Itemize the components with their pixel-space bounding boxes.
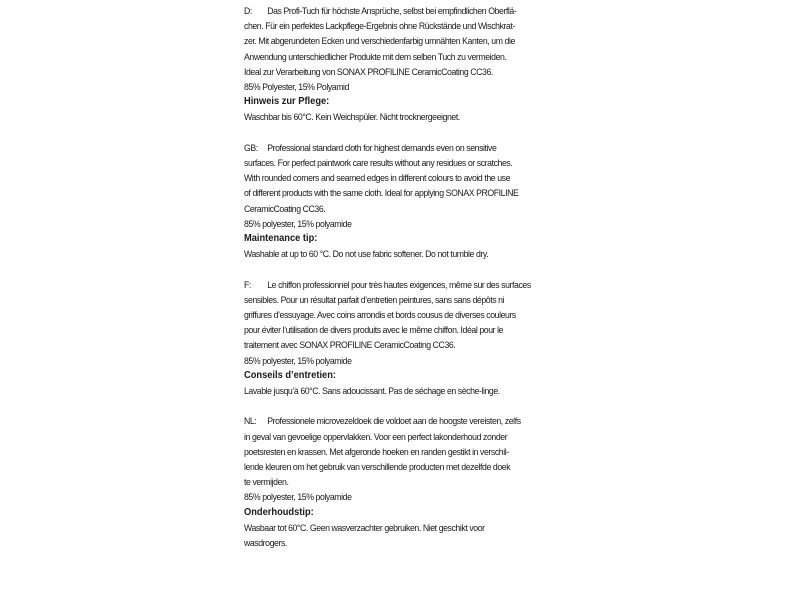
care-heading-fr: Conseils d’entretien:	[244, 369, 336, 381]
language-code-de: D:	[244, 5, 252, 16]
care-heading-nl: Onderhoudstip:	[244, 506, 314, 518]
composition-de: 85% Polyester, 15% Polyamid	[244, 81, 350, 93]
language-code-gb: GB:	[244, 141, 258, 153]
description-text-gb: Professional standard cloth for highest demands even on sensitive surfaces. For perfect paintwork care results without any residues or scratches. With rounded corners and seamed edges in different colours to avoid the use of different products with the same cloth. Ideal for applying SONAX PROFILINE CeramicCoating CC36.	[244, 141, 519, 214]
care-heading-de: Hinweis zur Pflege:	[244, 96, 330, 108]
description-text-nl: Professionele microvezeldoek die voldoet aan de hoogste vereisten, zelfs in geval van gevoelige oppervlakken. Voor een perfect lakonderhoud zonder poetsresten en krassen. Met afgeronde hoeken en randen gestikt in verschil- lende kleuren om het gebruik van verschillende producten met dezelfde doek te vermijden.	[244, 415, 521, 488]
language-code-nl: NL:	[244, 415, 257, 427]
care-text-gb: Washable at up to 60 °C. Do not use fabric softener. Do not tumble dry.	[244, 248, 489, 260]
composition-gb: 85% polyester, 15% polyamide	[244, 217, 352, 229]
description-fr	[244, 277, 537, 353]
care-text-nl: Wasbaar tot 60°C. Geen wasverzachter gebruiken. Niet geschikt voor wasdrogers.	[244, 521, 485, 549]
care-text-fr: Lavable jusqu’à 60°C. Sans adoucissant. Pas de séchage en sèche-linge.	[244, 385, 500, 397]
care-text-de: Waschbar bis 60°C. Kein Weichspüler. Nicht trocknergeeignet.	[244, 111, 460, 123]
language-code-fr: F:	[244, 278, 251, 290]
section-de	[244, 3, 537, 125]
composition-nl: 85% polyester, 15% polyamide	[244, 491, 352, 503]
product-label-text	[244, 3, 537, 565]
composition-fr: 85% polyester, 15% polyamide	[244, 354, 352, 366]
description-nl	[244, 413, 537, 489]
section-gb	[244, 140, 537, 262]
description-de	[244, 3, 537, 79]
description-text-de: Das Profi-Tuch für höchste Ansprüche, selbst bei empfindlichen Oberflä- chen. Für ein perfektes Lackpflege-Ergebnis ohne Rückstände und Wischkrat- zer. Mit abgerundeten Ecken und verschiedenfarbig umnähten Kanten, um die Anwendung unterschiedlicher Produkte mit dem selben Tuch zu vermeiden. Ideal zur Verarbeitung von SONAX PROFILINE CeramicCoating CC36.	[244, 5, 517, 77]
section-fr	[244, 277, 537, 399]
section-nl	[244, 413, 537, 550]
description-text-fr: Le chiffon professionnel pour très hautes exigences, même sur des surfaces sensibles. Pour un résultat parfait d’entretien peintures, sans sans dépôts ni griffures d’essuyage. Avec coins arrondis et bords cousus de diverses couleurs pour éviter l’utilisation de divers produits avec le même chiffon. Idéal pour le traitement avec SONAX PROFILINE CeramicCoating CC36.	[244, 278, 531, 351]
description-gb	[244, 140, 537, 216]
care-heading-gb: Maintenance tip:	[244, 233, 318, 245]
